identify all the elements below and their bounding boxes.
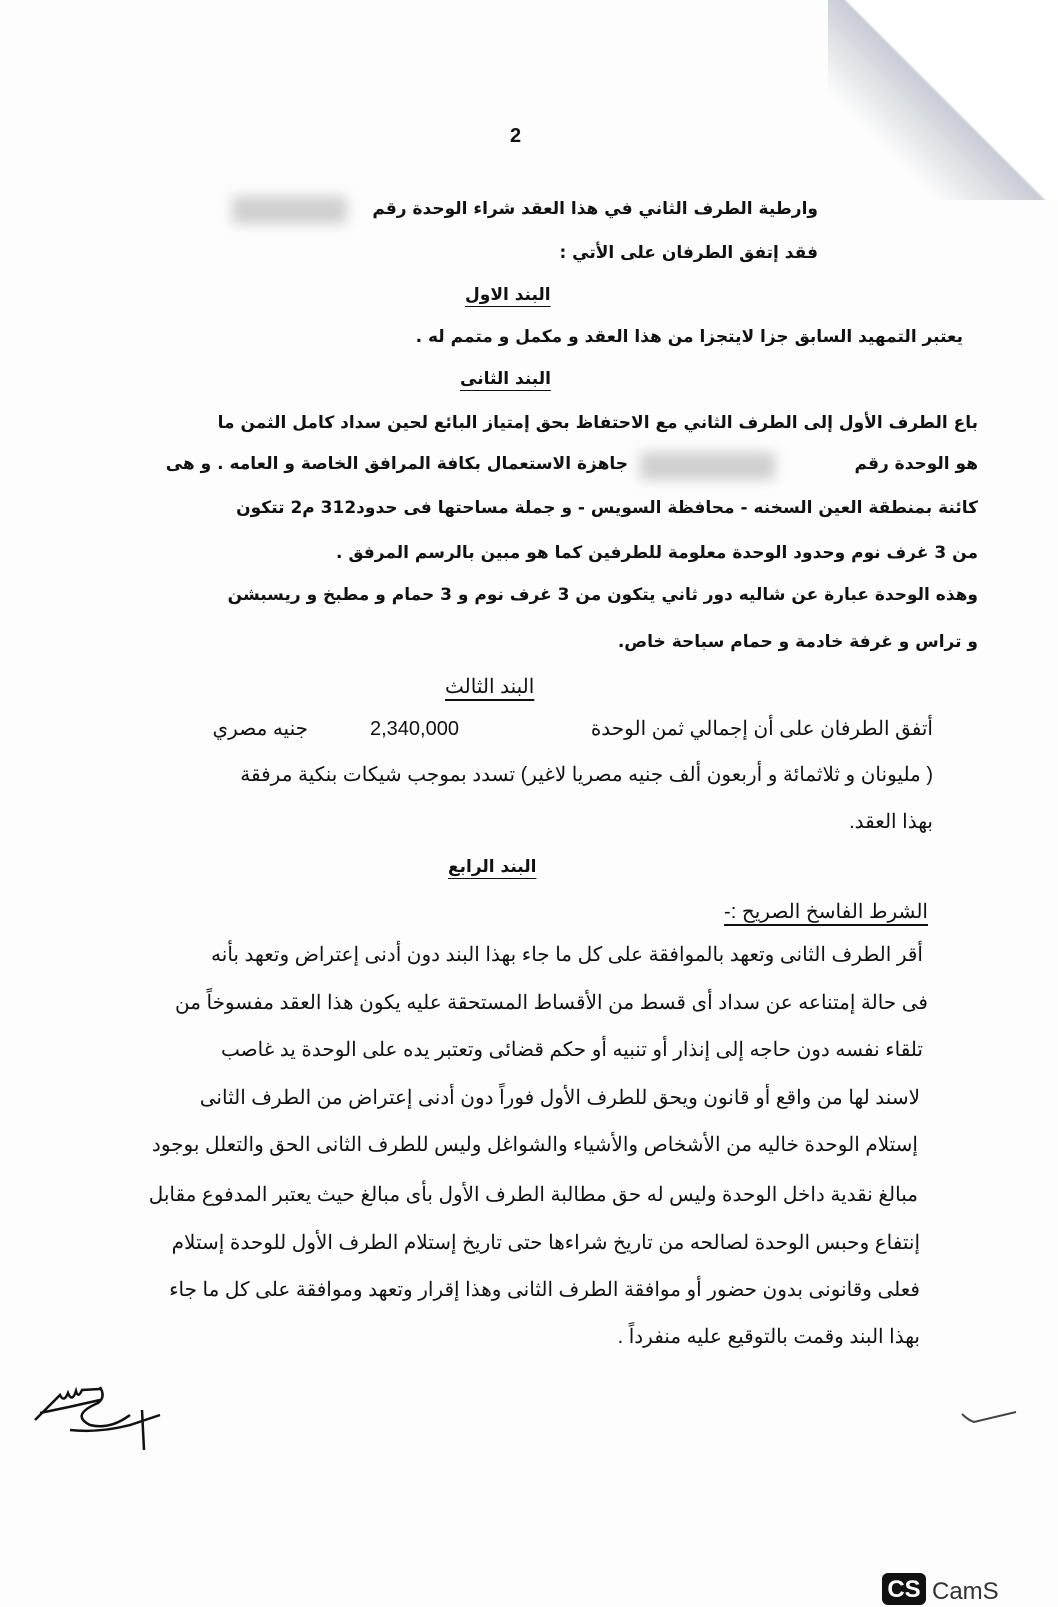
clause-4-line: إستلام الوحدة خاليه من الأشخاص والأشياء والشواغل وليس للطرف الثانى الحق والتعلل بوجود: [151, 1134, 918, 1156]
clause-2-line: من 3 غرف نوم وحدود الوحدة معلومة للطرفين كما هو مبين بالرسم المرفق .: [335, 543, 978, 563]
clause-2-line: و تراس و غرفة خادمة و حمام سباحة خاص.: [617, 632, 978, 652]
clause-4-line: لاسند لها من واقع أو قانون ويحق للطرف الأول فوراً دون أدنى إعتراض من الطرف الثانى: [199, 1087, 920, 1109]
clause-2-line: باع الطرف الأول إلى الطرف الثاني مع الاحتفاظ بحق إمتياز البائع لحين سداد كامل الثمن ما: [217, 413, 978, 433]
intro-line-2: فقد إتفق الطرفان على الأتي :: [559, 243, 818, 263]
clause-2-line: كائنة بمنطقة العين السخنه - محافظة السويس - و جملة مساحتها فى حدود312 م2 تتكون: [236, 498, 978, 518]
redacted-unit-number: [640, 452, 775, 480]
page-corner-shadow: [828, 0, 1058, 200]
clause-4-line: فعلى وقانونى بدون حضور أو موافقة الطرف الثانى وهذا إقرار وتعهد وموافقة على كل ما جاء: [169, 1279, 920, 1301]
clause-4-line: إنتفاع وحبس الوحدة لصالحه من تاريخ شراءها حتى تاريخ إستلام الطرف الأول للوحدة إستلام: [171, 1232, 920, 1254]
camscanner-logo: CS: [882, 1573, 926, 1605]
pen-mark: [960, 1410, 1020, 1430]
intro-line-1: وارطية الطرف الثاني في هذا العقد شراء الوحدة رقم: [372, 199, 818, 219]
clause-2-line: جاهزة الاستعمال بكافة المرافق الخاصة و العامه . و هى: [165, 454, 628, 474]
clause-4-line: أقر الطرف الثانى وتعهد بالموافقة على كل ما جاء بهذا البند دون أدنى إعتراض وتعهد بأنه: [211, 944, 923, 966]
clause-4-subheading: الشرط الفاسخ الصريح :-: [724, 901, 928, 923]
clause-3-line-3: بهذا العقد.: [849, 811, 933, 833]
clause-4-line: مبالغ نقدية داخل الوحدة وليس له حق مطالبة الطرف الأول بأى مبالغ حيث يعتبر المدفوع مقابل: [148, 1184, 918, 1206]
clause-1-text: يعتبر التمهيد السابق جزا لايتجزا من هذا العقد و مكمل و متمم له .: [415, 327, 963, 347]
clause-2-heading: البند الثانى: [460, 369, 551, 389]
clause-2-line: هو الوحدة رقم: [854, 454, 978, 474]
camscanner-watermark-text: CamS: [932, 1578, 999, 1605]
redacted-unit-number: [232, 196, 347, 224]
clause-3-price: 2,340,000: [370, 718, 459, 740]
page-number: 2: [510, 125, 522, 147]
clause-4-line: بهذا البند وقمت بالتوقيع عليه منفرداً .: [617, 1326, 920, 1348]
clause-2-line: وهذه الوحدة عبارة عن شاليه دور ثاني يتكون من 3 غرف نوم و 3 حمام و مطبخ و ريسبشن: [227, 585, 978, 605]
clause-3-heading: البند الثالث: [445, 676, 535, 698]
clause-1-heading: البند الاول: [465, 285, 551, 305]
clause-3-line-2: ( مليونان و ثلاثمائة و أربعون ألف جنيه مصريا لاغير) تسدد بموجب شيكات بنكية مرفقة: [240, 764, 933, 786]
handwritten-signature: [30, 1385, 190, 1460]
clause-3-currency: جنيه مصري: [212, 718, 308, 740]
clause-4-line: تلقاء نفسه دون حاجه إلى إنذار أو تنبيه أو حكم قضائى وتعتبر يده على الوحدة يد غاصب: [221, 1039, 923, 1061]
clause-4-heading: البند الرابع: [448, 857, 537, 877]
clause-3-line-1-text: أتفق الطرفان على أن إجمالي ثمن الوحدة: [590, 718, 933, 740]
clause-4-line: فى حالة إمتناعه عن سداد أى قسط من الأقساط المستحقة عليه يكون هذا العقد مفسوخاً من: [174, 992, 928, 1014]
